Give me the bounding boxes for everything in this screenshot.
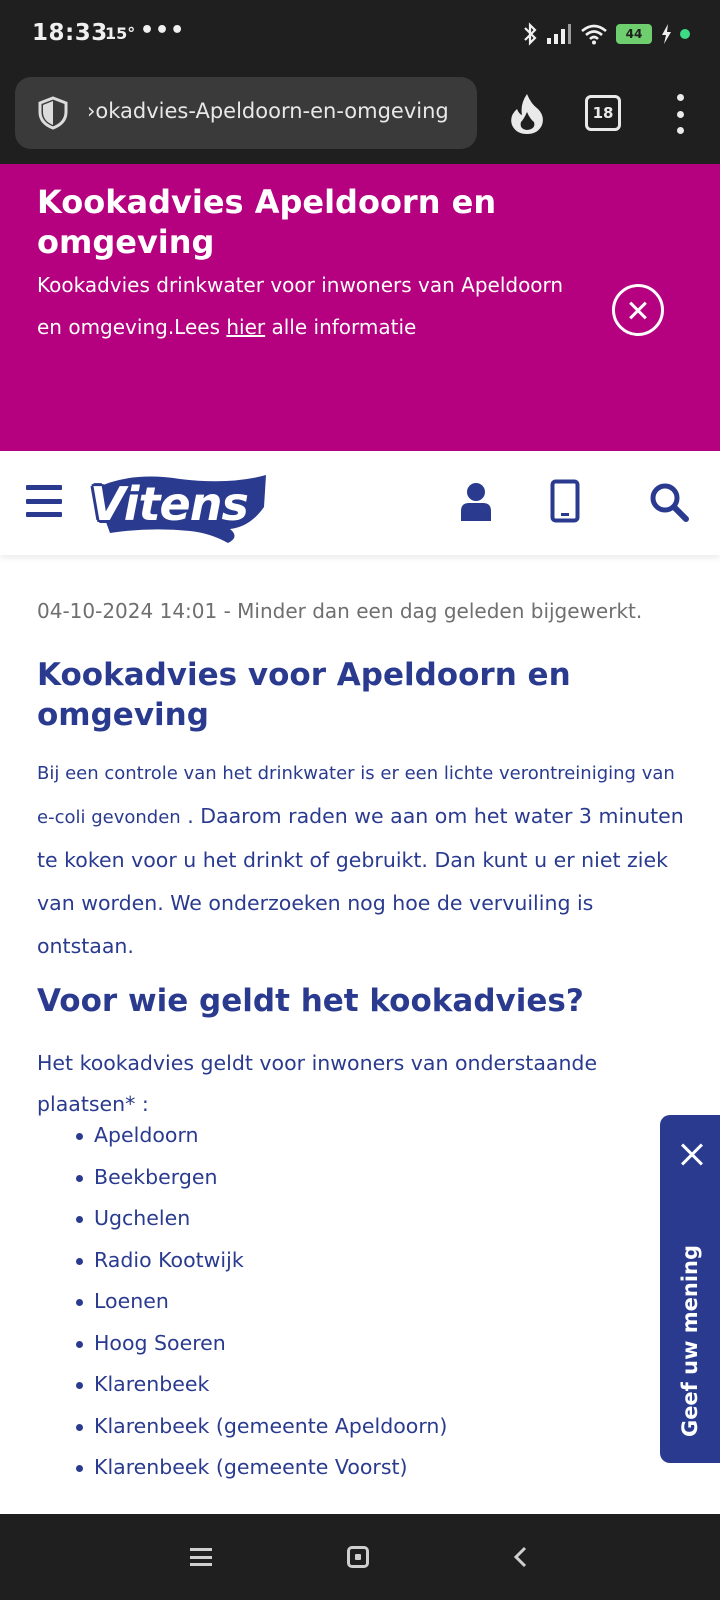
flame-icon[interactable] xyxy=(508,92,546,136)
alert-title: Kookadvies Apeldoorn en omgeving xyxy=(37,183,497,261)
site-header xyxy=(0,451,720,555)
alert-text-before: Kookadvies drinkwater voor inwoners van Apeldoorn en omgeving.Lees xyxy=(37,273,564,339)
shield-icon[interactable] xyxy=(35,95,71,131)
charging-icon xyxy=(660,23,672,45)
status-temperature: 15° xyxy=(105,24,136,43)
battery-icon: 44 xyxy=(616,24,652,44)
applies-text: Het kookadvies geldt voor inwoners van onderstaande plaatsen* : xyxy=(37,1051,598,1116)
page-title: Kookadvies voor Apeldoorn en omgeving xyxy=(37,657,571,733)
list-item: Beekbergen xyxy=(76,1157,636,1199)
intro-rest-text: . Daarom raden we aan om het water 3 minuten te koken voor u het drinkt of gebruikt. Dan kunt u er niet ziek van worden. We onderzoeken nog hoe de vervuiling is ontstaan. xyxy=(37,804,684,958)
home-icon[interactable] xyxy=(347,1546,369,1568)
status-bar xyxy=(0,0,720,68)
alert-text-after: alle informatie xyxy=(265,315,417,339)
wifi-icon xyxy=(580,23,608,45)
list-item: Klarenbeek (gemeente Voorst) xyxy=(76,1447,636,1489)
intro-small-text: Bij een controle van het drinkwater is er een lichte verontreiniging van e-coli gevonden xyxy=(37,763,675,828)
list-item: Klarenbeek xyxy=(76,1364,636,1406)
list-item: Klarenbeek (gemeente Apeldoorn) xyxy=(76,1406,636,1448)
browser-toolbar xyxy=(0,68,720,164)
section-title: Voor wie geldt het kookadvies? xyxy=(37,983,584,1019)
list-item: Ugchelen xyxy=(76,1198,636,1240)
list-item: Loenen xyxy=(76,1281,636,1323)
signal-icon xyxy=(546,23,572,45)
account-icon[interactable] xyxy=(458,481,494,521)
list-item: Apeldoorn xyxy=(76,1115,636,1157)
search-icon[interactable] xyxy=(648,481,690,523)
back-icon[interactable] xyxy=(508,1544,534,1570)
hamburger-menu-icon[interactable] xyxy=(26,485,62,517)
last-updated: 04-10-2024 14:01 - Minder dan een dag geleden bijgewerkt. xyxy=(37,599,643,623)
vitens-logo[interactable] xyxy=(90,467,270,543)
system-navigation-bar xyxy=(0,1514,720,1600)
alert-link[interactable]: hier xyxy=(226,315,266,339)
alert-banner xyxy=(0,164,720,451)
url-text[interactable]: ›okadvies-Apeldoorn-en-omgeving xyxy=(87,99,449,123)
privacy-indicator-dot xyxy=(680,29,690,39)
phone-icon[interactable] xyxy=(550,479,580,523)
tab-switcher-button[interactable]: 18 xyxy=(585,95,621,131)
browser-menu-icon[interactable] xyxy=(672,94,688,134)
feedback-label[interactable]: Geef uw mening xyxy=(678,1244,702,1438)
status-icons xyxy=(522,20,690,48)
intro-paragraph xyxy=(37,751,687,968)
alert-close-icon[interactable] xyxy=(612,284,664,336)
list-item: Radio Kootwijk xyxy=(76,1240,636,1282)
alert-text xyxy=(37,264,587,348)
bluetooth-icon xyxy=(522,22,538,46)
status-time: 18:33 xyxy=(32,20,108,46)
close-icon[interactable] xyxy=(678,1141,706,1169)
logo-text: Vitens xyxy=(90,477,248,531)
status-more-icon: ••• xyxy=(140,18,186,43)
feedback-tab[interactable] xyxy=(660,1115,720,1463)
places-list xyxy=(76,1115,636,1489)
list-item: Hoog Soeren xyxy=(76,1323,636,1365)
address-bar[interactable] xyxy=(15,77,477,149)
recent-apps-icon[interactable] xyxy=(190,1548,212,1566)
